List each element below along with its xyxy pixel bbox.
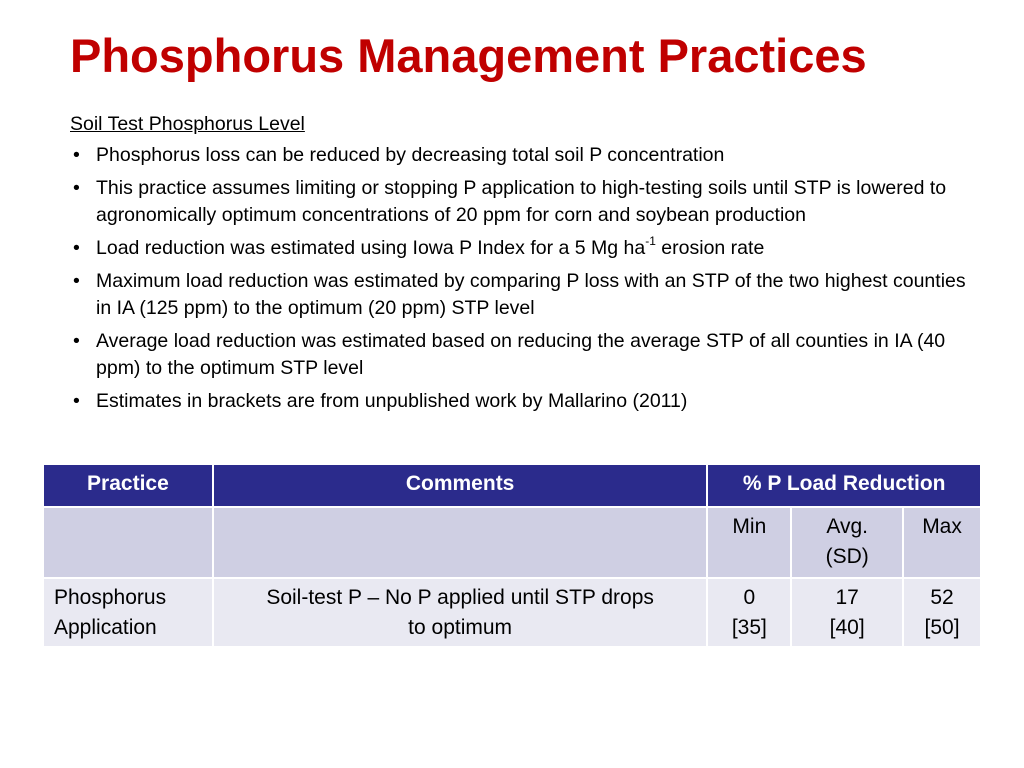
header-comments: Comments xyxy=(213,464,708,507)
subheader-avg-label: Avg. xyxy=(826,515,868,538)
section-subheading: Soil Test Phosphorus Level xyxy=(70,113,305,135)
bullet-marker: • xyxy=(73,144,80,166)
bullet-item xyxy=(70,142,970,169)
bullet-text xyxy=(96,233,765,259)
subheader-empty-cell xyxy=(213,507,708,578)
superscript: -1 xyxy=(645,233,656,248)
min-cell xyxy=(707,578,791,647)
bullet-text: Phosphorus loss can be reduced by decreasing total soil P concentration xyxy=(96,144,725,166)
bullet-marker: • xyxy=(73,237,80,259)
subheader-max: Max xyxy=(903,507,981,578)
avg-value: 17 xyxy=(835,586,859,609)
max-value: 52 xyxy=(930,586,954,609)
subheader-sd-label: (SD) xyxy=(825,545,869,568)
load-reduction-table xyxy=(42,463,982,648)
bullet-text: This practice assumes limiting or stopping P application to high-testing soils until STP is lowered to agronomically optimum concentrations of 20 ppm for corn and soybean production xyxy=(96,177,947,226)
header-practice: Practice xyxy=(43,464,213,507)
table-row xyxy=(43,578,981,647)
bullet-text: Average load reduction was estimated based on reducing the average STP of all counties in IA (40 ppm) to the optimum STP level xyxy=(96,330,946,379)
table-header-row xyxy=(43,464,981,507)
table-subheader-row xyxy=(43,507,981,578)
subheader-empty-cell xyxy=(43,507,213,578)
min-value: 0 xyxy=(743,586,756,609)
comment-line: Soil-test P – No P applied until STP drops xyxy=(266,586,654,609)
subheader-min: Min xyxy=(707,507,791,578)
bullet-list xyxy=(70,142,970,415)
comment-cell xyxy=(213,578,708,647)
max-cell xyxy=(903,578,981,647)
bullet-item xyxy=(70,328,970,382)
bullet-text-before: Load reduction was estimated using Iowa P Index for a 5 Mg ha xyxy=(96,237,646,259)
slide-content xyxy=(70,111,970,421)
bullet-text: Estimates in brackets are from unpublished work by Mallarino (2011) xyxy=(96,390,688,412)
bullet-marker: • xyxy=(73,270,80,292)
max-bracket-value: [50] xyxy=(924,616,960,639)
bullet-item xyxy=(70,235,970,262)
header-load-reduction: % P Load Reduction xyxy=(707,464,981,507)
bullet-text: Maximum load reduction was estimated by comparing P loss with an STP of the two highest counties in IA (125 ppm) to the optimum (20 ppm) STP level xyxy=(96,270,966,319)
bullet-marker: • xyxy=(73,330,80,352)
practice-line: Application xyxy=(54,616,157,639)
bullet-item xyxy=(70,388,970,415)
slide-title: Phosphorus Management Practices xyxy=(70,29,867,82)
bullet-marker: • xyxy=(73,177,80,199)
bullet-item xyxy=(70,175,970,229)
avg-cell xyxy=(791,578,903,647)
practice-cell xyxy=(43,578,213,647)
practice-line: Phosphorus xyxy=(54,586,167,609)
min-bracket-value: [35] xyxy=(731,616,767,639)
bullet-marker: • xyxy=(73,390,80,412)
avg-bracket-value: [40] xyxy=(829,616,865,639)
subheader-avg xyxy=(791,507,903,578)
bullet-item xyxy=(70,268,970,322)
bullet-text-after: erosion rate xyxy=(655,237,765,259)
comment-line: to optimum xyxy=(408,616,513,639)
